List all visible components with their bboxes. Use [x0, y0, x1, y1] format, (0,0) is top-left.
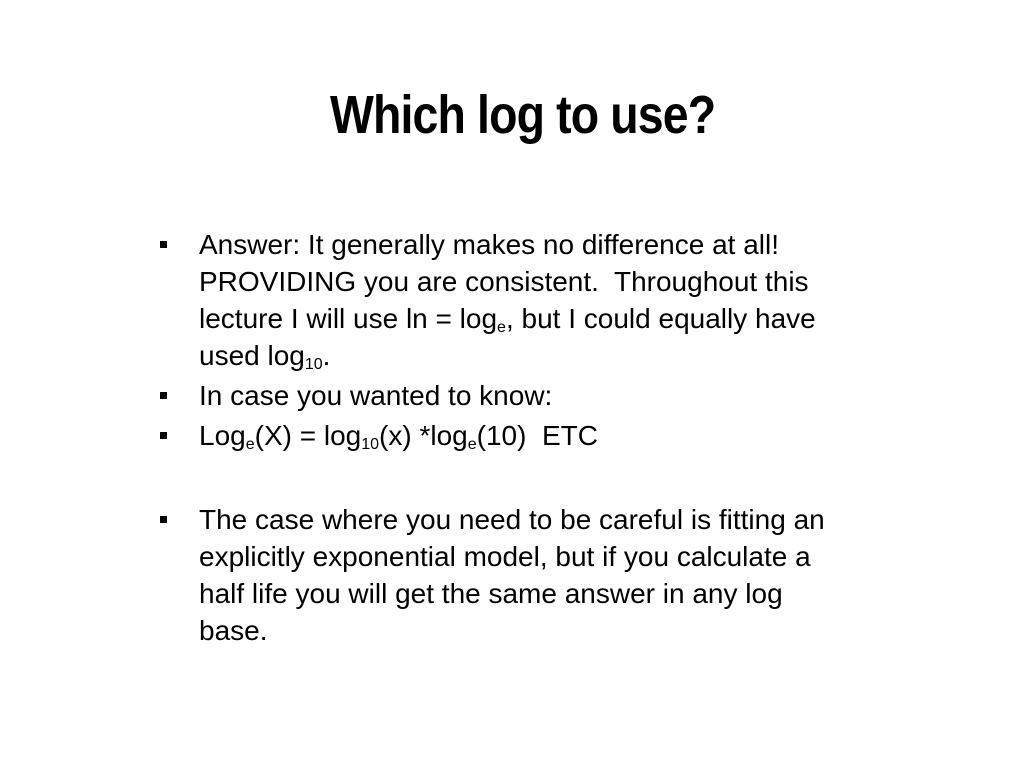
text-span: , but I could equally have [505, 303, 816, 334]
text-span: . [322, 340, 331, 371]
text-line: half life you will get the same answer in any log [199, 578, 783, 609]
square-bullet-icon [160, 516, 167, 523]
subscript: e [245, 436, 255, 453]
subscript: 10 [361, 436, 380, 453]
text-span: (10) ETC [476, 420, 598, 451]
bullet-careful [160, 501, 975, 649]
bullet-text [199, 226, 975, 374]
text-line: base. [199, 615, 268, 646]
slide-title: Which log to use? [330, 85, 716, 145]
text-span: used log [199, 340, 305, 371]
text-span: Log [199, 420, 246, 451]
bullet-text: In case you wanted to know: [199, 380, 553, 411]
subscript: e [467, 436, 477, 453]
square-bullet-icon [160, 392, 167, 399]
text-span: (x) *log [379, 420, 468, 451]
bullet-text [199, 417, 975, 454]
bullet-list [160, 226, 975, 649]
text-line: Answer: It generally makes no difference at all! [199, 229, 780, 260]
subscript: 10 [304, 356, 323, 373]
bullet-text [199, 501, 975, 649]
square-bullet-icon [160, 241, 167, 248]
text-span: lecture I will use ln = log [199, 303, 498, 334]
text-line: explicitly exponential model, but if you calculate a [199, 541, 811, 572]
bullet-answer [160, 226, 975, 374]
text-line [199, 337, 975, 374]
text-line: PROVIDING you are consistent. Throughout this [199, 266, 809, 297]
bullet-formula [160, 417, 975, 454]
subscript: e [497, 319, 506, 336]
bullet-in-case [160, 377, 975, 414]
text-span: (X) = log [254, 420, 362, 451]
text-line [199, 300, 975, 337]
square-bullet-icon [160, 432, 167, 439]
text-line: The case where you need to be careful is fitting an [199, 504, 825, 535]
